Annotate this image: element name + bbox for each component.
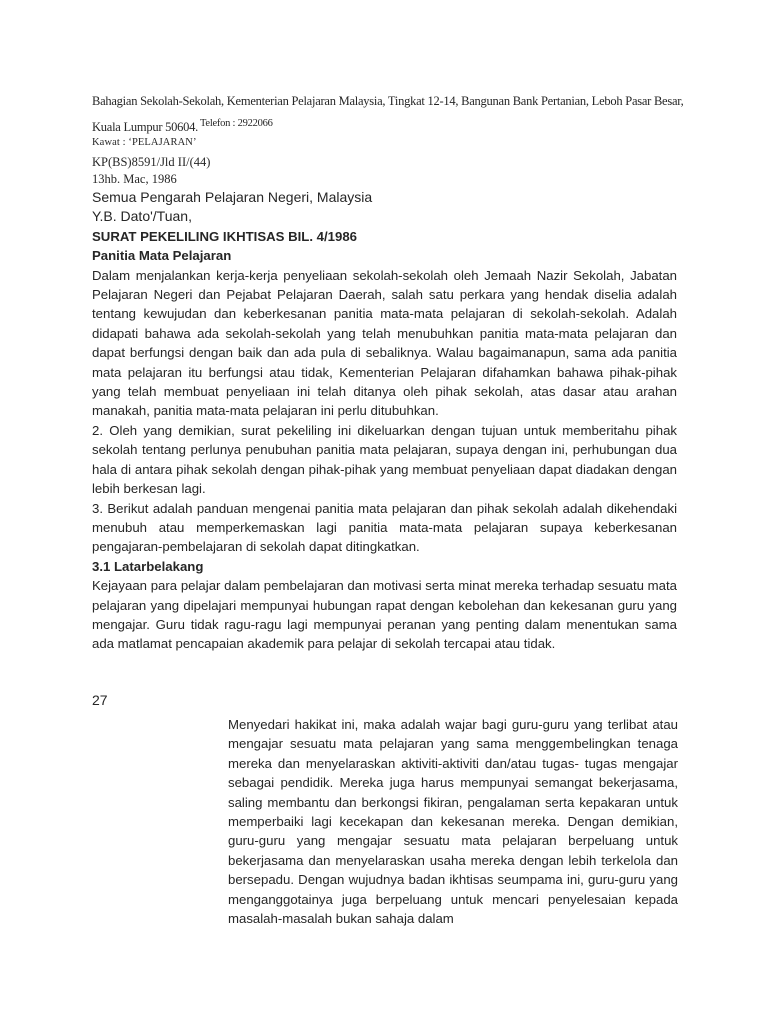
- address-text: Bahagian Sekolah-Sekolah, Kementerian Pelajaran Malaysia, Tingkat 12-14, Bangunan Bank Pertanian, Leboh Pasar Besar, Kuala Lumpur 50604.: [92, 94, 684, 134]
- letter-date: 13hb. Mac, 1986: [92, 172, 177, 186]
- reference-number: KP(BS)8591/Jld II/(44): [92, 155, 211, 169]
- paragraph-3: 3. Berikut adalah panduan mengenai panitia mata pelajaran dan pihak sekolah adalah dikehendaki menubuh atau memperkemaskan lagi panitia mata-mata pelajaran supaya keberkesanan pengajaran-pembelajaran di sekolah dapat ditingkatkan.: [92, 500, 677, 555]
- page-number: 27: [92, 692, 108, 708]
- telefon-text: Telefon : 2922066: [200, 118, 273, 129]
- letterhead-address: [92, 88, 692, 142]
- section-heading: 3.1 Latarbelakang: [92, 558, 204, 574]
- circular-title: SURAT PEKELILING IKHTISAS BIL. 4/1986: [92, 228, 358, 244]
- continuation-paragraph: Menyedari hakikat ini, maka adalah wajar bagi guru-guru yang terlibat atau mengajar sesuatu mata pelajaran yang sama menggembelingkan tenaga mereka dan menyelaraskan aktiviti-aktiviti dan/atau tugas- tugas mengajar sebagai pendidik. Mereka juga harus mempunyai semangat bekerjasama, saling membantu dan berkongsi fikiran, pengalaman serta kepakaran untuk memperbaiki lagi kecekapan dan kekesanan mereka. Dengan demikian, guru-guru yang mengajar sesuatu mata pelajaran berpeluang untuk bekerjasama dan menyelaraskan usaha mereka dengan lebih terkelola dan bersepadu. Dengan wujudnya badan ikhtisas seumpama ini, guru-guru yang menganggotainya juga berpeluang untuk mencari penyelesaian kepada masalah-masalah bukan sahaja dalam: [228, 717, 678, 927]
- letter-body: [92, 188, 677, 654]
- recipient: Semua Pengarah Pelajaran Negeri, Malaysia: [92, 189, 373, 205]
- kawat-line: Kawat : ‘PELAJARAN’: [92, 137, 197, 148]
- paragraph-1: Dalam menjalankan kerja-kerja penyeliaan sekolah-sekolah oleh Jemaah Nazir Sekolah, Jabatan Pelajaran Negeri dan Pejabat Pelajaran Daerah, salah satu perkara yang hendak diselia adalah tentang kewujudan dan keberkesanan panitia mata-mata pelajaran di sekolah-sekolah. Adalah didapati bahawa ada sekolah-sekolah yang telah menubuhkan panitia mata-mata pelajaran dan dapat berfungsi dengan baik dan ada pula di sebaliknya. Walau bagaimanapun, sama ada panitia mata pelajaran itu berfungsi atau tidak, Kementerian Pelajaran difahamkan bahawa pihak-pihak yang telah membuat penyeliaan ini telah ditanya oleh pihak sekolah, atas dasar atau arahan manakah, panitia mata-mata pelajaran ini perlu ditubuhkan.: [92, 267, 677, 419]
- salutation: Y.B. Dato'/Tuan,: [92, 208, 192, 225]
- paragraph-2: 2. Oleh yang demikian, surat pekeliling ini dikeluarkan dengan tujuan untuk memberitahu pihak sekolah tentang perlunya penubuhan panitia mata pelajaran, supaya dengan ini, perhubungan dua hala di antara pihak sekolah dengan pihak-pihak yang membuat penyeliaan dapat diadakan dengan lebih berkesan lagi.: [92, 422, 677, 497]
- circular-subtitle: Panitia Mata Pelajaran: [92, 248, 232, 264]
- paragraph-4: Kejayaan para pelajar dalam pembelajaran dan motivasi serta minat mereka terhadap sesuatu mata pelajaran yang dipelajari mempunyai hubungan rapat dengan kebolehan dan kekesanan guru yang mengajar. Guru tidak ragu-ragu lagi mempunyai peranan yang penting dalam menentukan sama ada matlamat pencapaian akademik para pelajar di sekolah tercapai atau tidak.: [92, 578, 677, 652]
